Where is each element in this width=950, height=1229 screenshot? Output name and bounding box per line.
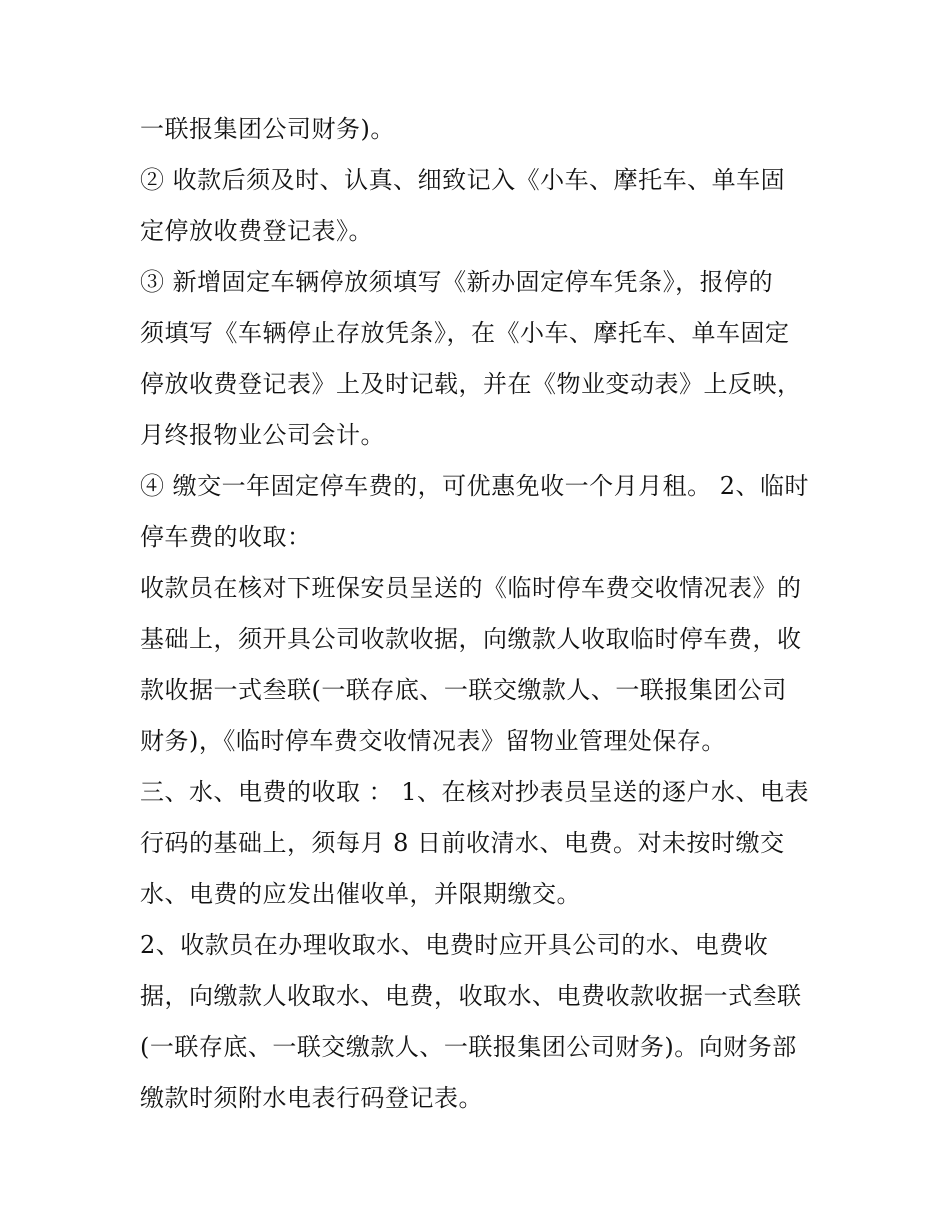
text-line: 据，向缴款人收取水、电费，收取水、电费收款收据一式叁联 (140, 982, 802, 1010)
text-line: 水、电费的应发出催收单，并限期缴交。 (140, 880, 581, 908)
text-line: 停放收费登记表》上及时记载，并在《物业变动表》上反映， (140, 370, 802, 398)
text-line: 须填写《车辆停止存放凭条》，在《小车、摩托车、单车固定 (140, 319, 790, 347)
text-line: 基础上，须开具公司收款收据，向缴款人收取临时停车费，收 (140, 625, 802, 653)
text-line: ② 收款后须及时、认真、细致记入《小车、摩托车、单车固 (140, 166, 786, 194)
text-line: 三、水、电费的收取 ： 1、在核对抄表员呈送的逐户水、电表 (140, 778, 810, 806)
text-line: 缴款时须附水电表行码登记表。 (140, 1084, 483, 1112)
text-line: 财务)，《临时停车费交收情况表》留物业管理处保存。 (140, 727, 726, 755)
text-line: 定停放收费登记表》。 (140, 217, 373, 245)
document-body (140, 104, 820, 1124)
text-line: 停车费的收取： (140, 523, 312, 551)
text-line: 月终报物业公司会计。 (140, 421, 385, 449)
text-line: ③ 新增固定车辆停放须填写《新办固定停车凭条》，报停的 (140, 268, 774, 296)
text-line: 一联报集团公司财务)。 (140, 115, 395, 143)
text-line: 收款员在核对下班保安员呈送的《临时停车费交收情况表》的 (140, 574, 802, 602)
text-line: (一联存底、一联交缴款人、一联报集团公司财务)。向财务部 (140, 1033, 797, 1061)
text-line: ④ 缴交一年固定停车费的，可优惠免收一个月月租。 2、临时 (140, 472, 810, 500)
text-line: 款收据一式叁联(一联存底、一联交缴款人、一联报集团公司 (140, 676, 787, 704)
text-line: 2、收款员在办理收取水、电费时应开具公司的水、电费收 (140, 931, 769, 959)
text-line: 行码的基础上，须每月 8 日前收清水、电费。对未按时缴交 (140, 829, 785, 857)
